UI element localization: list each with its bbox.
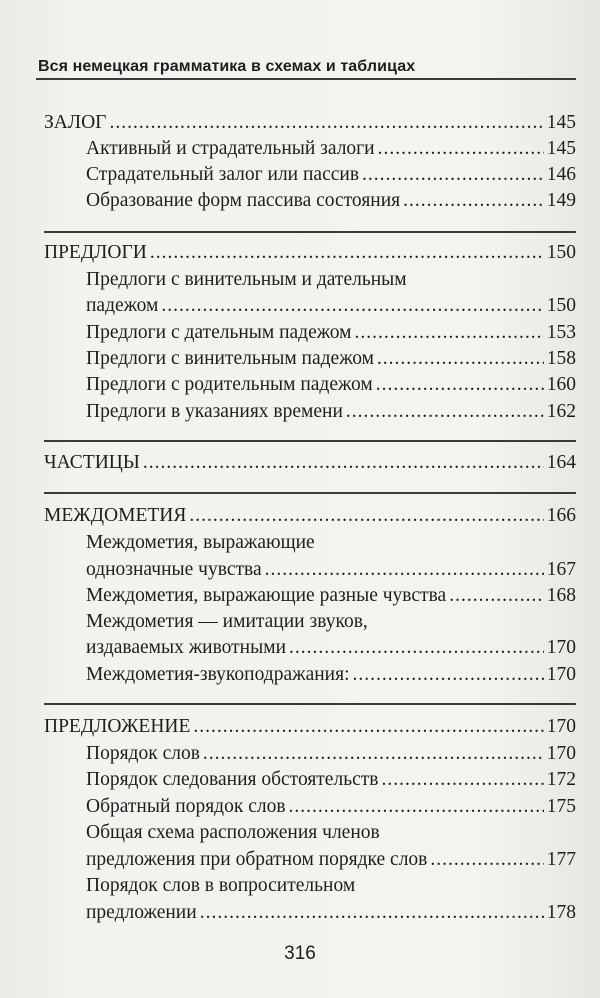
toc-entry-label: Активный и страдательный залоги bbox=[86, 138, 375, 159]
toc-entry bbox=[86, 397, 576, 427]
toc-entry-label: Порядок слов в вопросительном bbox=[86, 875, 356, 896]
toc-entry-page: 145 bbox=[546, 138, 576, 159]
toc-entry-page: 150 bbox=[546, 295, 576, 316]
toc-entry-label: Междометия, выражающие bbox=[86, 532, 315, 553]
leader-dots bbox=[143, 448, 544, 478]
toc-entry-page: 170 bbox=[546, 637, 576, 658]
toc-entry-label: предложении bbox=[86, 902, 197, 923]
toc-entry-label: Междометия, выражающие разные чувства bbox=[86, 585, 447, 606]
leader-dots bbox=[353, 660, 544, 690]
toc-entry-label: Междометия — имитации звуков, bbox=[86, 611, 368, 632]
toc-entry-page: 177 bbox=[546, 849, 576, 870]
toc-entry bbox=[86, 633, 576, 663]
toc-entry-label: Порядок слов bbox=[86, 743, 200, 764]
toc-entry bbox=[86, 765, 576, 795]
toc-entry-label: Предлоги с родительным падежом bbox=[86, 374, 373, 395]
section-divider bbox=[44, 703, 576, 705]
leader-dots bbox=[403, 186, 544, 216]
toc-entry-label: издаваемых животными bbox=[86, 637, 286, 658]
toc-entry-label: Обратный порядок слов bbox=[86, 796, 286, 817]
toc-entry-label: МЕЖДОМЕТИЯ bbox=[44, 505, 187, 526]
toc-entry-page: 170 bbox=[546, 743, 576, 764]
toc-entry-page: 160 bbox=[546, 374, 576, 395]
toc-entry-section bbox=[44, 448, 576, 478]
toc-entry-page: 145 bbox=[546, 112, 576, 133]
leader-dots bbox=[200, 898, 544, 928]
toc-entry bbox=[86, 528, 576, 558]
toc-entry-page: 172 bbox=[546, 769, 576, 790]
page-number: 316 bbox=[284, 943, 316, 964]
toc-entry bbox=[86, 186, 576, 216]
toc-entry-label: ЗАЛОГ bbox=[44, 112, 107, 133]
toc-entry-page: 166 bbox=[546, 505, 576, 526]
toc-entry bbox=[86, 898, 576, 928]
toc-entry-label: Страдательный залог или пассив bbox=[86, 164, 360, 185]
leader-dots bbox=[289, 633, 544, 663]
section-divider bbox=[44, 231, 576, 233]
section-divider bbox=[44, 492, 576, 494]
toc-entry-page: 162 bbox=[546, 401, 576, 422]
toc-entry-label: ПРЕДЛОГИ bbox=[44, 242, 147, 263]
toc-entry-label: Предлоги с дательным падежом bbox=[86, 322, 352, 343]
toc-entry bbox=[86, 818, 576, 848]
toc-entry-page: 167 bbox=[546, 559, 576, 580]
toc-entry-label: Общая схема расположения членов bbox=[86, 822, 380, 843]
leader-dots bbox=[381, 765, 543, 795]
toc-entry-section bbox=[44, 501, 576, 531]
leader-dots bbox=[346, 397, 544, 427]
toc-entry bbox=[86, 291, 576, 321]
toc-entry-page: 168 bbox=[546, 585, 576, 606]
toc-entry-page: 153 bbox=[546, 322, 576, 343]
toc-entry-label: ЧАСТИЦЫ bbox=[44, 452, 140, 473]
toc-entry-page: 170 bbox=[546, 716, 576, 737]
toc-entry-label: Образование форм пассива состояния bbox=[86, 190, 401, 211]
header-rule bbox=[36, 78, 576, 80]
toc-entry-page: 149 bbox=[546, 190, 576, 211]
toc-entry-page: 178 bbox=[546, 902, 576, 923]
section-divider bbox=[44, 440, 576, 442]
toc-entry-label: Междометия-звукоподражания: bbox=[86, 664, 350, 685]
toc-entry-label: падежом bbox=[86, 295, 159, 316]
leader-dots bbox=[193, 712, 543, 742]
toc-entry-label: Предлоги с винительным и дательным bbox=[86, 269, 407, 290]
toc-entry-page: 158 bbox=[546, 348, 576, 369]
toc-entry-label: предложения при обратном порядке слов bbox=[86, 849, 428, 870]
toc-entry-label: ПРЕДЛОЖЕНИЕ bbox=[44, 716, 191, 737]
toc-entry-section bbox=[44, 238, 576, 268]
leader-dots bbox=[189, 501, 543, 531]
leader-dots bbox=[150, 238, 544, 268]
toc-entry-label: однозначные чувства bbox=[86, 559, 262, 580]
toc-entry-page: 164 bbox=[546, 452, 576, 473]
toc-entry-page: 150 bbox=[546, 242, 576, 263]
toc-entry-section bbox=[44, 712, 576, 742]
leader-dots bbox=[161, 291, 543, 321]
toc-entry bbox=[86, 370, 576, 400]
running-header: Вся немецкая грамматика в схемах и таблицах bbox=[38, 58, 416, 75]
toc-entry-label: Предлоги с винительным падежом bbox=[86, 348, 374, 369]
toc-entry bbox=[86, 660, 576, 690]
toc-entry-page: 170 bbox=[546, 664, 576, 685]
leader-dots bbox=[376, 370, 544, 400]
toc-entry bbox=[86, 871, 576, 901]
toc-entry-label: Порядок следования обстоятельств bbox=[86, 769, 379, 790]
toc-entry-page: 146 bbox=[546, 164, 576, 185]
toc-entry-label: Предлоги в указаниях времени bbox=[86, 401, 343, 422]
toc-entry-page: 175 bbox=[546, 796, 576, 817]
